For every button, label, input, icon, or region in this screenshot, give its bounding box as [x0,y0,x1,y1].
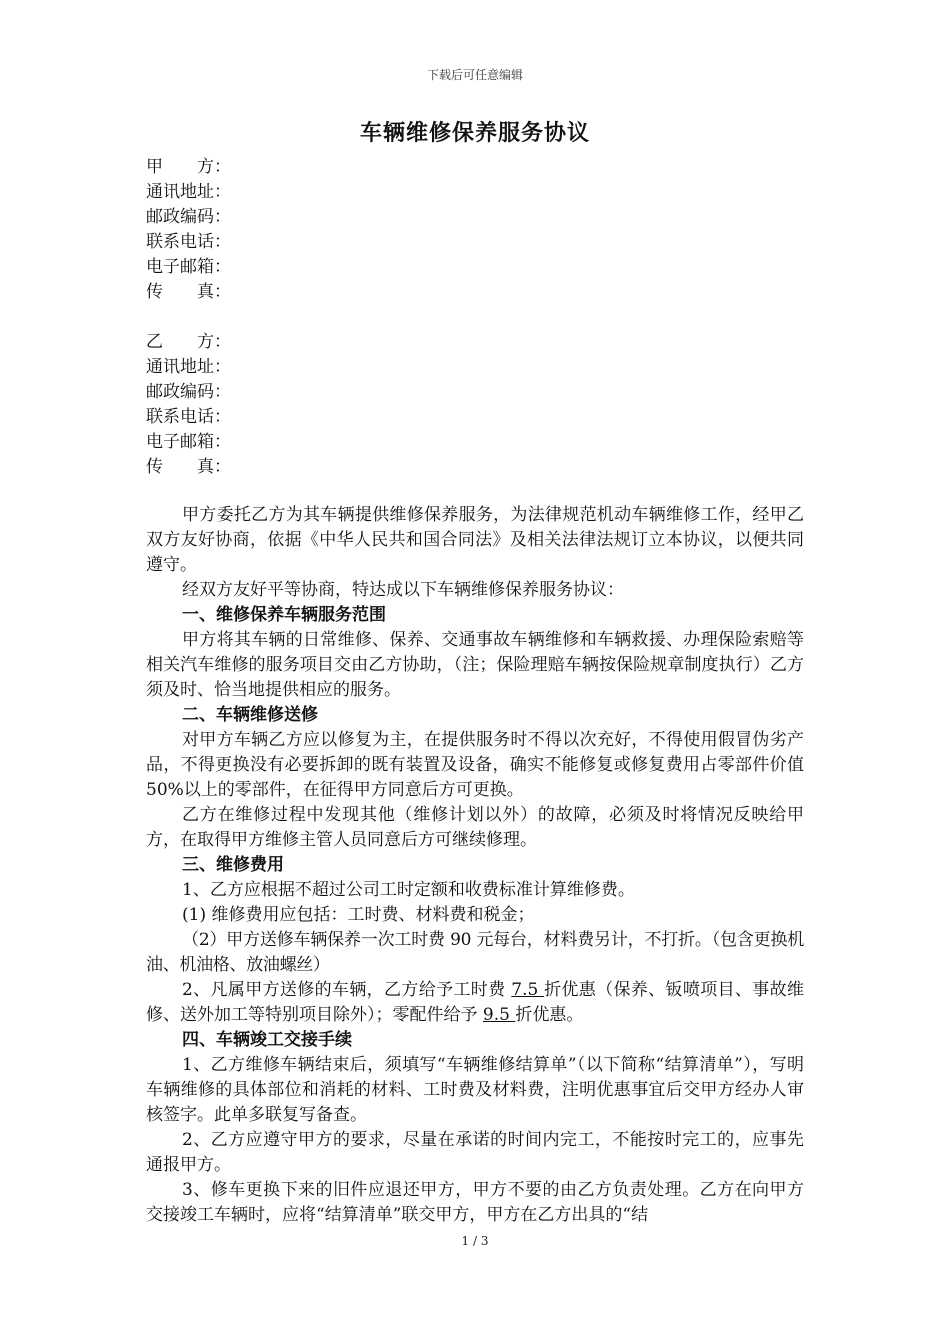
party-b-fax-label: 传 真： [146,457,231,477]
party-a-postcode-label: 邮政编码： [146,207,231,227]
section-2-paragraph-2: 乙方在维修过程中发现其他（维修计划以外）的故障，必须及时将情况反映给甲方，在取得甲方维修主管人员同意后方可继续修理。 [146,805,804,850]
party-a-email-label: 电子邮箱： [146,257,231,277]
parties-block [146,155,231,480]
section-3-item-1: 1、乙方应根据不超过公司工时定额和收费标准计算维修费。 [182,880,635,900]
agreement-body [146,503,804,1228]
section-4-item-1: 1、乙方维修车辆结束后，须填写“车辆维修结算单”（以下简称“结算清单”），写明车辆维修的具体部位和消耗的材料、工时费及材料费，注明优惠事宜后交甲方经办人审核签字。此单多联复写备查。 [146,1055,804,1125]
party-a-address-label: 通讯地址： [146,182,231,202]
party-spacer [146,305,231,330]
section-4-heading: 四、车辆竣工交接手续 [182,1030,352,1050]
party-a-name-label: 甲 方： [146,157,231,177]
labor-discount-value: 7.5 [511,980,545,1000]
section-4-item-3: 3、修车更换下来的旧件应退还甲方，甲方不要的由乙方负责处理。乙方在向甲方交接竣工车辆时，应将“结算清单”联交甲方，甲方在乙方出具的“结 [146,1180,804,1225]
party-b-phone-label: 联系电话： [146,407,231,427]
party-a-fax-label: 传 真： [146,282,231,302]
party-b-address-label: 通讯地址： [146,357,231,377]
discount-text-c: 折优惠。 [515,1005,584,1025]
section-3-item-2 [146,978,804,1028]
intro-paragraph: 甲方委托乙方为其车辆提供维修保养服务，为法律规范机动车辆维修工作，经甲乙双方友好协商，依据《中华人民共和国合同法》及相关法律法规订立本协议，以便共同遵守。 [146,505,804,575]
document-title: 车辆维修保养服务协议 [359,120,590,146]
section-2-paragraph-1: 对甲方车辆乙方应以修复为主，在提供服务时不得以次充好，不得使用假冒伪劣产品，不得更换没有必要拆卸的既有装置及设备，确实不能修复或修复费用占零部件价值50%以上的零部件，在征得甲方同意后方可更换。 [146,730,804,800]
party-b-email-label: 电子邮箱： [146,432,231,452]
section-3-item-1a: (1) 维修费用应包括：工时费、材料费和税金； [182,905,535,925]
section-1-paragraph: 甲方将其车辆的日常维修、保养、交通事故车辆维修和车辆救援、办理保险索赔等相关汽车维修的服务项目交由乙方协助，（注；保险理赔车辆按保险规章制度执行）乙方须及时、恰当地提供相应的服务。 [146,630,804,700]
section-3-item-1b: （2）甲方送修车辆保养一次工时费 90 元每台，材料费另计，不打折。（包含更换机油、机油格、放油螺丝） [146,930,804,975]
section-3-heading: 三、维修费用 [182,855,284,875]
section-1-heading: 一、维修保养车辆服务范围 [182,605,386,625]
party-b-name-label: 乙 方： [146,332,231,352]
page-header: 下载后可任意编辑 [426,68,523,82]
intro-paragraph-2: 经双方友好平等协商，特达成以下车辆维修保养服务协议： [182,580,624,600]
party-a-phone-label: 联系电话： [146,232,231,252]
party-b-postcode-label: 邮政编码： [146,382,231,402]
discount-text-a: 2、凡属甲方送修的车辆，乙方给予工时费 [182,980,512,1000]
section-2-heading: 二、车辆维修送修 [182,705,318,725]
section-4-item-2: 2、乙方应遵守甲方的要求，尽量在承诺的时间内完工，不能按时完工的，应事先通报甲方。 [146,1130,804,1175]
parts-discount-value: 9.5 [482,1005,516,1025]
page-number: 1 / 3 [461,1234,489,1248]
discount-text-b: 折优惠（保养、钣喷项目、事故维修、送外加工等特别项目除外）；零配件给予 [146,980,804,1025]
